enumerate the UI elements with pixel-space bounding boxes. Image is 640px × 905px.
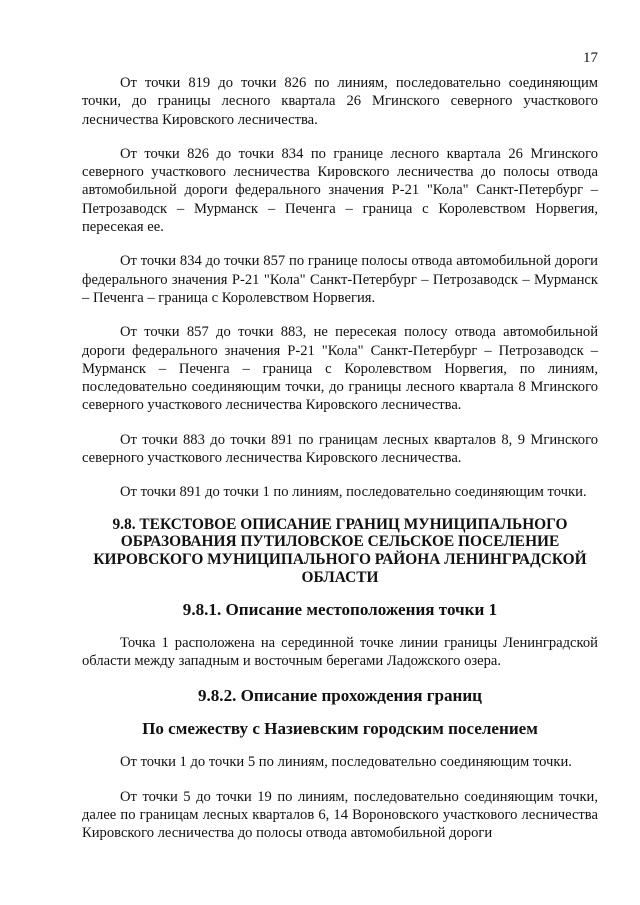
paragraph-4: От точки 857 до точки 883, не пересекая полосу отвода автомобильной дороги федерального значения Р-21 "Кола" Санкт-Петербург – Петрозаводск – Мурманск – Печенга – граница с Королевством Норвегия, по линиям, последовательно соединяющим точки, до границы лесного квартала 8 Мгинского северного участкового лесничества Кировского лесничества.: [82, 324, 598, 414]
paragraph-3: От точки 834 до точки 857 по границе полосы отвода автомобильной дороги федерального значения Р-21 "Кола" Санкт-Петербург – Петрозаводск – Мурманск – Печенга – граница с Королевством Норвегия.: [82, 253, 598, 306]
paragraph-2: От точки 826 до точки 834 по границе лесного квартала 26 Мгинского северного участкового лесничества Кировского лесничества до полосы отвода автомобильной дороги федерального значения Р-21 "Кола" Санкт-Петербург – Петрозаводск – Мурманск – Печенга – граница с Королевством Норвегия, пересекая ее.: [82, 145, 598, 236]
adjacency-heading: По смежеству с Назиевским городским поселением: [142, 719, 538, 739]
subsection-2-heading: 9.8.2. Описание прохождения границ: [197, 685, 483, 705]
paragraph-7: От точки 1 до точки 5 по линиям, последовательно соединяющим точки.: [120, 754, 572, 771]
section-heading: 9.8. ТЕКСТОВОЕ ОПИСАНИЕ ГРАНИЦ МУНИЦИПАЛЬНОГО ОБРАЗОВАНИЯ ПУТИЛОВСКОЕ СЕЛЬСКОЕ ПОСЕЛЕНИЕ КИРОВСКОГО МУНИЦИПАЛЬНОГО РАЙОНА ЛЕНИНГРАДСКОЙ ОБЛАСТИ: [93, 515, 587, 587]
document-body: [82, 74, 598, 843]
paragraph-8: От точки 5 до точки 19 по линиям, последовательно соединяющим точки, далее по границам лесных кварталов 6, 14 Вороновского участкового лесничества Кировского лесничества до полосы отвода автомобильной дороги: [82, 788, 598, 842]
page-number: 17: [583, 50, 598, 66]
subsection-1-heading: 9.8.1. Описание местоположения точки 1: [182, 599, 498, 619]
subsection-1-text: Точка 1 расположена на серединной точке линии границы Ленинградской области между западным и восточным берегами Ладожского озера.: [82, 635, 598, 670]
paragraph-1: От точки 819 до точки 826 по линиям, последовательно соединяющим точки, до границы лесного квартала 26 Мгинского северного участкового лесничества Кировского лесничества.: [82, 75, 598, 128]
paragraph-6: От точки 891 до точки 1 по линиям, последовательно соединяющим точки.: [120, 484, 587, 501]
paragraph-5: От точки 883 до точки 891 по границам лесных кварталов 8, 9 Мгинского северного участкового лесничества Кировского лесничества.: [82, 431, 598, 467]
